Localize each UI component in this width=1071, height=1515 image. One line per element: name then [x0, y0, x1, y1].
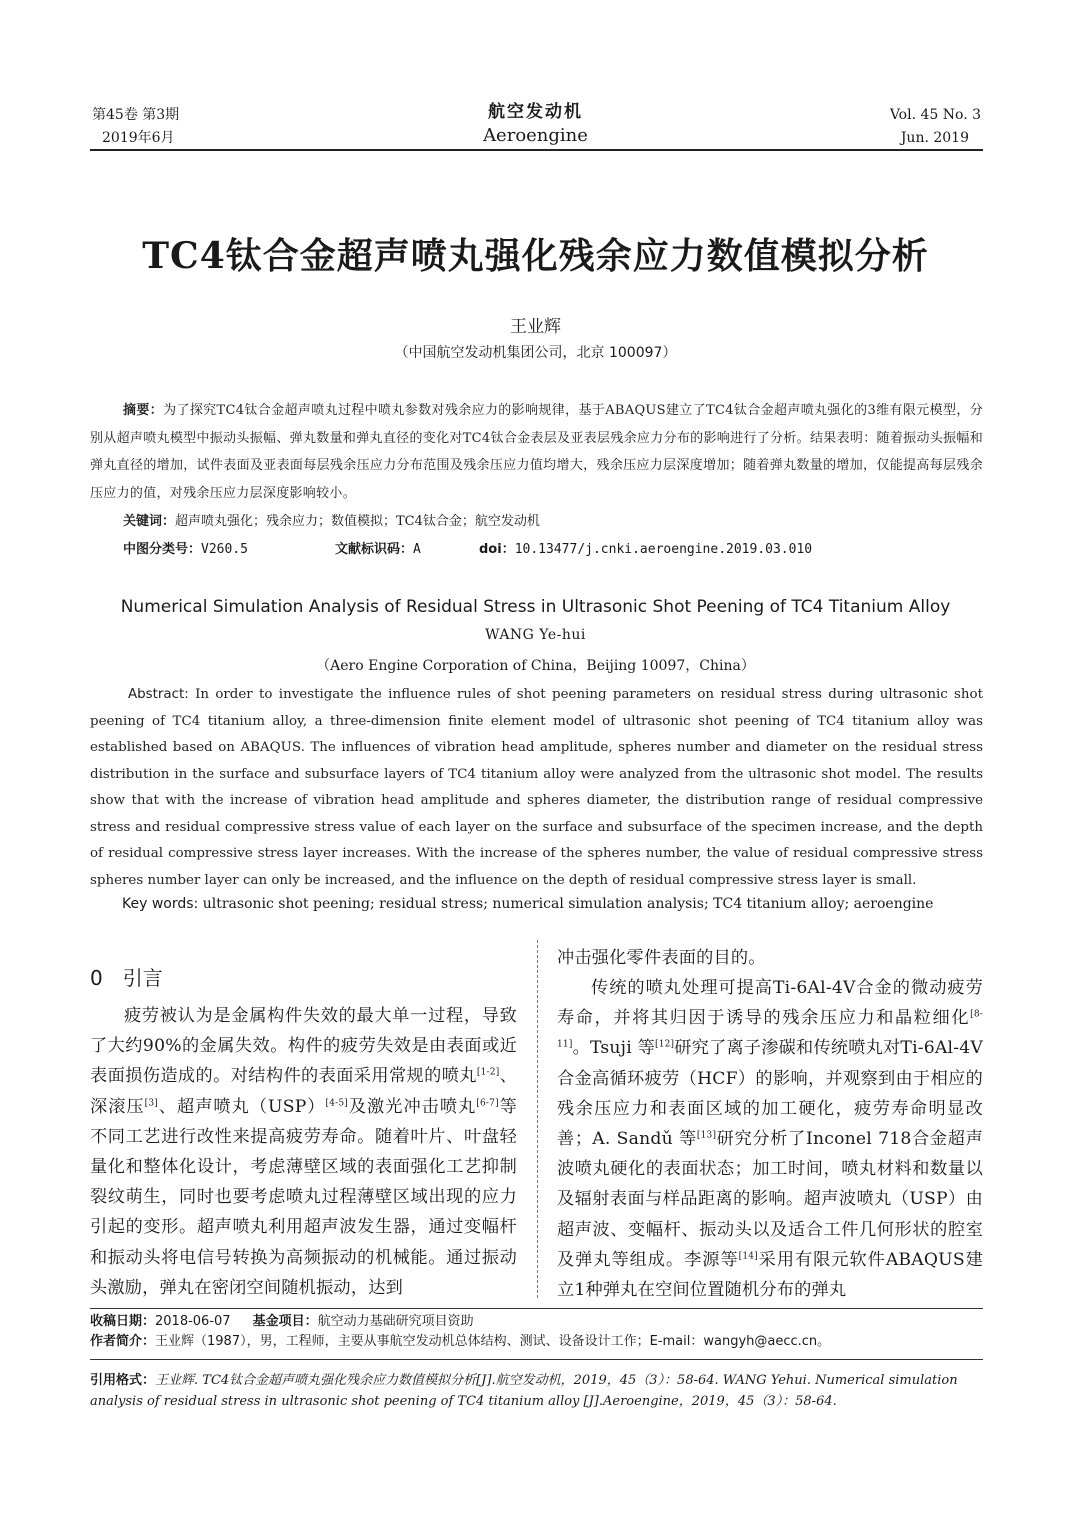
citation-text: 王业辉. TC4钛合金超声喷丸强化残余应力数值模拟分析[J].航空发动机，2019，45（3）：58-64. WANG Yehui. Numerical simulation analysis of residual stress in ultrasonic shot peening of TC4 titanium alloy [J].Aeroengine，2019，45（3）：58-64.	[90, 1373, 958, 1409]
body-text: 采用有限元软件ABAQUS建立1种弹丸在空间位置随机分布的弹丸	[557, 1249, 983, 1301]
section-title: 引言	[122, 966, 163, 990]
author-bio-label: 作者简介：	[90, 1334, 156, 1349]
author-name-en: WANG Ye-hui	[485, 627, 586, 643]
keywords-en-label: Key words:	[122, 896, 199, 912]
header-date-en: Jun. 2019	[900, 130, 969, 146]
body-text: 传统的喷丸处理可提高Ti-6Al-4V合金的微动疲劳寿命，并将其归因于诱导的残余压应力和晶粒细化	[557, 978, 983, 1029]
section-number: 0	[90, 966, 103, 990]
abstract-en-text: In order to investigate the influence rules of shot peening parameters on residual stress during ultrasonic shot peening of TC4 titanium alloy, a three-dimension finite element model of ultrasonic shot peening of TC4 titanium alloy was established based on ABAQUS. The influences of vibration head amplitude, spheres number and diameter on the residual stress distribution in the surface and subsurface layers of TC4 titanium alloy were analyzed from the ultrasonic shot model. The results show that with the increase of vibration head amplitude and spheres diameter, the distribution range of residual compressive stress and residual compressive stress value of each layer on the surface and subsurface of the specimen increase, and the depth of residual compressive stress layer increases. With the increase of the spheres number, the value of residual compressive stress spheres number layer can only be increased, and the influence on the depth of residual compressive stress layer is small.	[90, 687, 983, 888]
author-bio-text: 王业辉（1987），男，工程师，主要从事航空发动机总体结构、测试、设备设计工作；E-mail：wangyh@aecc.cn。	[155, 1334, 831, 1349]
received-date: 2018-06-07	[155, 1314, 231, 1329]
header-date: 2019年6月	[102, 130, 175, 146]
footnote-received	[90, 1312, 474, 1332]
keywords-cn	[123, 510, 540, 529]
abstract-cn-label: 摘要：	[123, 403, 164, 418]
citation-ref: [3]	[144, 1097, 158, 1108]
header-volume: Vol. 45 No. 3	[889, 107, 981, 123]
section-heading	[90, 962, 163, 991]
body-text: 。Tsuji 等	[572, 1038, 655, 1059]
fund-text: 航空动力基础研究项目资助	[317, 1314, 474, 1329]
document-code-value: A	[413, 542, 421, 557]
body-text: 等不同工艺进行改性来提高疲劳寿命。随着叶片、叶盘轻量化和整体化设计，考虑薄壁区域的表面强化工艺抑制裂纹萌生，同时也要考虑喷丸过程薄壁区域出现的应力引起的变形。超声喷丸利用超声波发生器，通过变幅杆和振动头将电信号转换为高频振动的机械能。通过振动头激励，弹丸在密闭空间随机振动，达到	[90, 1096, 518, 1298]
body-text: 研究了离子渗碳和传统喷丸对Ti-6Al-4V合金高循环疲劳（HCF）的影响，并观察到由于相应的残余压应力和表面区域的加工硬化，疲劳寿命明显改善；A. Sandǔ 等	[557, 1038, 983, 1150]
footnote-author	[90, 1332, 830, 1352]
body-column-right	[557, 973, 983, 1305]
author-affiliation-en: （Aero Engine Corporation of China，Beijing 10097，China）	[316, 658, 755, 674]
body-text: 疲劳被认为是金属构件失效的最大单一过程，导致了大约90%的金属失效。构件的疲劳失效是由表面或近表面损伤造成的。对结构件的表面采用常规的喷丸	[90, 1006, 517, 1087]
citation-ref: [6-7]	[476, 1097, 499, 1108]
document-code	[335, 538, 421, 557]
header-rule	[90, 149, 983, 151]
citation-format	[90, 1370, 983, 1412]
citation-ref: [12]	[654, 1039, 675, 1050]
received-label: 收稿日期：	[90, 1314, 156, 1329]
clc-value: V260.5	[201, 542, 248, 557]
citation-ref: [8-11]	[557, 1009, 983, 1050]
citation-ref: [4-5]	[325, 1097, 349, 1108]
body-text: 研究分析了Inconel 718合金超声波喷丸硬化的表面状态；加工时间，喷丸材料和数量以及辐射表面与样品距离的影响。超声波喷丸（USP）由超声波、变幅杆、振动头以及适合工件几何形状的腔室及弹丸等组成。李源等	[557, 1129, 984, 1270]
header-volume-block	[890, 104, 981, 150]
abstract-cn	[90, 397, 983, 507]
author-name: 王业辉	[510, 317, 561, 337]
document-code-label: 文献标识码：	[335, 542, 414, 557]
doi-label: doi：	[479, 542, 515, 557]
clc-number	[123, 538, 248, 557]
clc-label: 中图分类号：	[123, 542, 202, 557]
body-text-continued: 冲击强化零件表面的目的。	[557, 948, 766, 968]
fund-label: 基金项目：	[252, 1314, 318, 1329]
body-text: 、深滚压	[90, 1066, 518, 1117]
body-text: 及激光冲击喷丸	[348, 1096, 477, 1117]
journal-name-cn: 航空发动机	[488, 102, 583, 122]
author-affiliation: （中国航空发动机集团公司，北京 100097）	[394, 345, 677, 361]
footnote-rule	[90, 1308, 983, 1309]
doi	[479, 538, 812, 557]
keywords-en-text: ultrasonic shot peening; residual stress; numerical simulation analysis; TC4 titanium alloy; aeroengine	[202, 896, 934, 912]
citation-ref: [14]	[738, 1251, 758, 1262]
keywords-cn-label: 关键词：	[123, 514, 176, 529]
citation-ref: [1-2]	[476, 1067, 500, 1078]
body-text: 、超声喷丸（USP）	[157, 1096, 326, 1117]
keywords-cn-text: 超声喷丸强化；残余应力；数值模拟；TC4钛合金；航空发动机	[175, 514, 540, 529]
column-divider	[537, 940, 538, 1298]
citation-label: 引用格式：	[90, 1373, 156, 1388]
paper-title-en: Numerical Simulation Analysis of Residual Stress in Ultrasonic Shot Peening of TC4 Titanium Alloy	[120, 597, 951, 617]
journal-name-en: Aeroengine	[483, 125, 588, 146]
paper-title: TC4钛合金超声喷丸强化残余应力数值模拟分析	[142, 235, 929, 277]
citation-ref: [13]	[696, 1130, 717, 1141]
citation-rule	[90, 1359, 983, 1360]
keywords-en	[122, 896, 933, 912]
abstract-en-label: Abstract:	[128, 687, 189, 702]
abstract-cn-text: 为了探究TC4钛合金超声喷丸过程中喷丸参数对残余应力的影响规律，基于ABAQUS建立了TC4钛合金超声喷丸强化的3维有限元模型，分别从超声喷丸模型中振动头振幅、弹丸数量和弹丸直径的变化对TC4钛合金表层及亚表层残余应力分布的影响进行了分析。结果表明：随着振动头振幅和弹丸直径的增加，试件表面及亚表面每层残余压应力分布范围及残余压应力值均增大，残余压应力层深度增加；随着弹丸数量的增加，仅能提高每层残余压应力的值，对残余压应力层深度影响较小。	[90, 403, 983, 501]
body-column-left	[90, 1001, 517, 1303]
abstract-en	[90, 682, 983, 894]
header-issue: 第45卷 第3期	[92, 107, 180, 123]
doi-value: 10.13477/j.cnki.aeroengine.2019.03.010	[514, 542, 813, 557]
